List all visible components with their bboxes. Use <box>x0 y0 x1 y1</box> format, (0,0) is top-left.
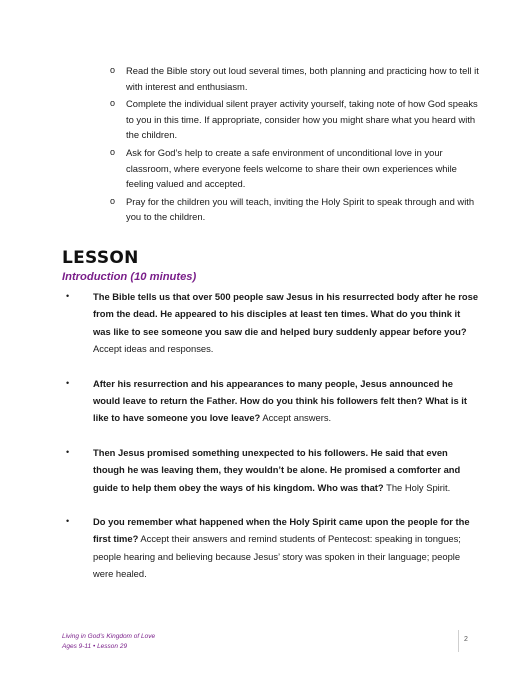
instruction-text: Accept ideas and responses. <box>93 343 214 355</box>
question-text: Do you remember what happened when the Holy Spirit came upon the people for the first time? <box>93 516 470 545</box>
footer-divider <box>458 630 459 652</box>
instruction-text: Accept answers. <box>260 412 332 424</box>
list-item <box>110 194 480 225</box>
list-item <box>110 96 480 143</box>
hollow-bullet-icon: o <box>110 195 116 206</box>
preparation-sublist <box>110 63 480 227</box>
list-item-text: Pray for the children you will teach, inviting the Holy Spirit to speak through and with you to the children. <box>126 195 475 223</box>
list-item <box>66 444 480 496</box>
hollow-bullet-icon: o <box>110 98 116 109</box>
list-item <box>110 63 480 94</box>
list-item-text: Complete the individual silent prayer activity yourself, taking note of how God speaks to you in this time. If appropriate, consider how you might share what you heard with the children. <box>126 98 478 141</box>
question-text: The Bible tells us that over 500 people saw Jesus in his resurrected body after he rose from the dead. He appeared to his disciples at least ten times. What do you think it was like to see someone you saw die and helped bury suddenly appear before you? <box>93 291 479 337</box>
hollow-bullet-icon: o <box>110 146 116 157</box>
bullet-icon: • <box>66 446 70 457</box>
question-text: After his resurrection and his appearances to many people, Jesus announced he would leave to return the Father. How do you think his followers felt then? What is it like to have someone you love leave? <box>93 377 467 424</box>
footer-title: Living in God’s Kingdom of Love <box>62 633 156 640</box>
footer-subtitle: Ages 9-11 • Lesson 29 <box>62 643 128 650</box>
footer-curriculum <box>62 632 155 652</box>
list-item <box>66 375 480 427</box>
hollow-bullet-icon: o <box>110 65 116 75</box>
bullet-icon: • <box>66 377 70 388</box>
introduction-list <box>66 288 480 583</box>
list-item-text: Ask for God’s help to create a safe environment of unconditional love in your classroom, where everyone feels welcome to share their own experiences while feeling valued and accepted. <box>126 146 457 190</box>
bullet-icon: • <box>66 291 70 301</box>
list-item <box>66 513 480 583</box>
question-text: Then Jesus promised something unexpected to his followers. He said that even though he was leaving them, they wouldn’t be alone. He promised a comforter and guide to help them obey the ways of his kingdom. Who was that? <box>93 446 461 493</box>
list-item-text: Read the Bible story out loud several times, both planning and practicing how to tell it with interest and enthusiasm. <box>126 65 479 92</box>
lesson-heading: LESSON <box>62 248 139 268</box>
list-item <box>66 288 480 358</box>
list-item <box>110 145 480 192</box>
page-number: 2 <box>464 636 468 643</box>
instruction-text: Accept their answers and remind students of Pentecost: speaking in tongues; people hearing and believing because Jesus’ story was spoken in their language; people were healed. <box>93 533 461 580</box>
instruction-text: The Holy Spirit. <box>383 481 451 493</box>
bullet-icon: • <box>66 516 70 527</box>
section-heading: Introduction (10 minutes) <box>62 271 197 283</box>
